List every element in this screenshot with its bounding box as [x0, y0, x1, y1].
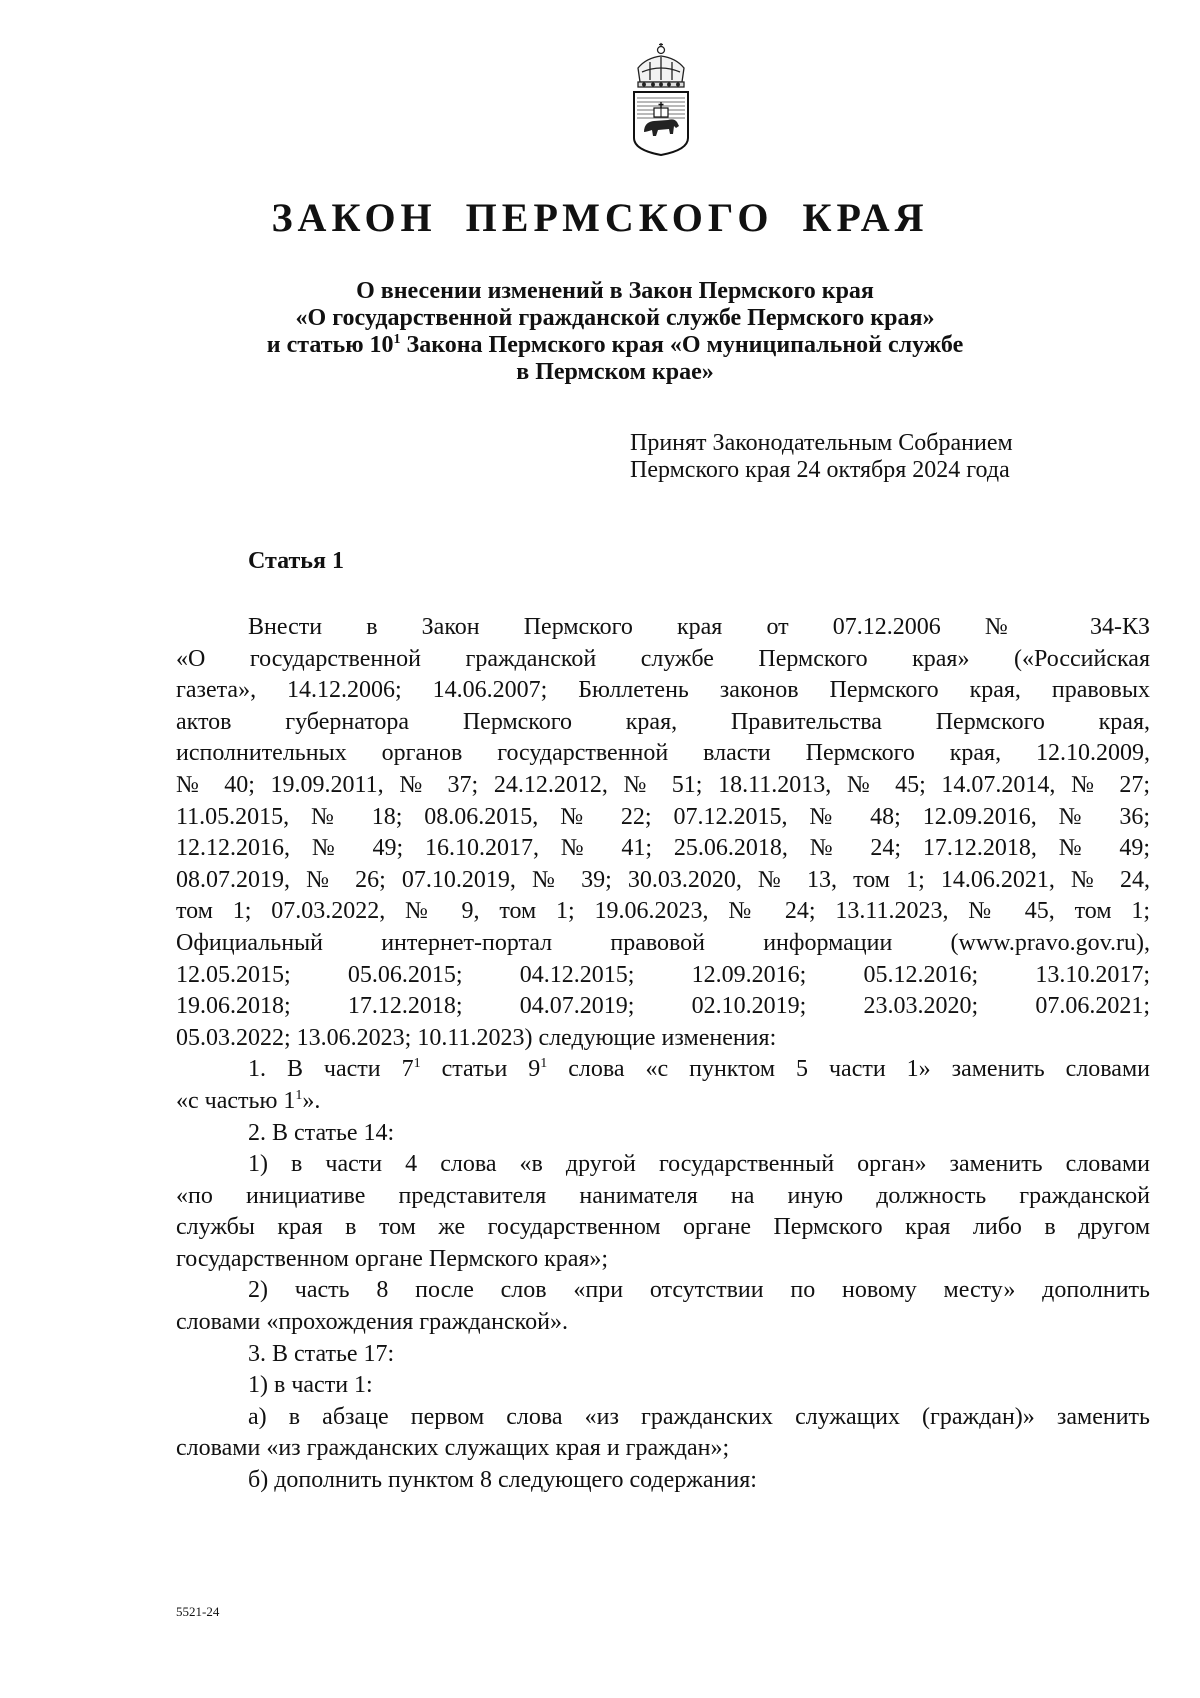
body-line: газета», 14.12.2006; 14.06.2007; Бюллетень законов Пермского края, правовых [176, 677, 1150, 704]
body-line: 19.06.2018; 17.12.2018; 04.07.2019; 02.10.2019; 23.03.2020; 07.06.2021; [176, 993, 1150, 1020]
article-body [176, 612, 1150, 1497]
subtitle-line: «О государственной гражданской службе Пермского края» [295, 305, 935, 331]
coat-of-arms-emblem [628, 42, 694, 158]
text-part: «с частью 1 [176, 1087, 296, 1114]
document-number: 5521-24 [176, 1604, 220, 1619]
text-part: ». [302, 1087, 321, 1114]
item-2-1-line: службы края в том же государственном органе Пермского края либо в другом [176, 1214, 1150, 1241]
item-3-heading: 3. В статье 17: [248, 1340, 395, 1367]
item-2-1-line: государственном органе Пермского края»; [176, 1245, 609, 1272]
body-line: том 1; 07.03.2022, № 9, том 1; 19.06.2023, № 24; 13.11.2023, № 45, том 1; [176, 898, 1150, 925]
item-1-line [176, 1054, 1150, 1086]
text-part: 1. В части 7 [248, 1056, 414, 1083]
text-part: слова «с пунктом 5 части 1» заменить словами [547, 1056, 1150, 1083]
item-2-2-line: 2) часть 8 после слов «при отсутствии по новому месту» дополнить [248, 1277, 1150, 1304]
body-line: 12.12.2016, № 49; 16.10.2017, № 41; 25.06.2018, № 24; 17.12.2018, № 49; [176, 835, 1150, 862]
body-line: «О государственной гражданской службе Пермского края» («Российская [176, 645, 1150, 672]
superscript: 1 [393, 332, 401, 347]
subtitle-line-part: Закона Пермского края «О муниципальной службе [406, 332, 964, 358]
subtitle-line-part: и статью 10 [266, 332, 394, 358]
superscript: 1 [295, 1087, 303, 1103]
body-line: актов губернатора Пермского края, Правительства Пермского края, [176, 708, 1150, 735]
body-line: Официальный интернет-портал правовой информации (www.pravo.gov.ru), [176, 929, 1150, 956]
law-title: ЗАКОН ПЕРМСКОГО КРАЯ [271, 195, 929, 240]
item-1-line [176, 1086, 1150, 1118]
item-2-heading: 2. В статье 14: [248, 1119, 395, 1146]
body-line: 11.05.2015, № 18; 08.06.2015, № 22; 07.12.2015, № 48; 12.09.2016, № 36; [176, 803, 1150, 830]
superscript: 1 [413, 1056, 421, 1072]
law-subtitle [150, 278, 1080, 386]
subtitle-line: в Пермском крае» [516, 359, 714, 385]
adoption-line: Принят Законодательным Собранием [630, 430, 1013, 456]
body-line: 08.07.2019, № 26; 07.10.2019, № 39; 30.03.2020, № 13, том 1; 14.06.2021, № 24, [176, 866, 1150, 893]
item-3-1a-line: а) в абзаце первом слова «из гражданских служащих (граждан)» заменить [248, 1403, 1150, 1430]
body-line: 05.03.2022; 13.06.2023; 10.11.2023) следующие изменения: [176, 1024, 777, 1051]
text-part: статьи 9 [420, 1056, 541, 1083]
superscript: 1 [540, 1056, 548, 1072]
article-heading: Статья 1 [248, 548, 344, 574]
item-2-1-line: «по инициативе представителя нанимателя на иную должность гражданской [176, 1182, 1150, 1209]
body-line: № 40; 19.09.2011, № 37; 24.12.2012, № 51; 18.11.2013, № 45; 14.07.2014, № 27; [176, 771, 1150, 798]
body-line: исполнительных органов государственной власти Пермского края, 12.10.2009, [176, 740, 1150, 767]
adoption-line: Пермского края 24 октября 2024 года [630, 457, 1010, 483]
item-3-1-heading: 1) в части 1: [248, 1372, 373, 1399]
body-line: 12.05.2015; 05.06.2015; 04.12.2015; 12.09.2016; 05.12.2016; 13.10.2017; [176, 961, 1150, 988]
subtitle-line [150, 332, 1080, 359]
item-2-2-line: словами «прохождения гражданской». [176, 1309, 568, 1336]
item-3-1b-line: б) дополнить пунктом 8 следующего содержания: [248, 1467, 757, 1494]
subtitle-line: О внесении изменений в Закон Пермского края [356, 278, 874, 304]
adoption-note [630, 430, 1090, 484]
item-3-1a-line: словами «из гражданских служащих края и граждан»; [176, 1435, 730, 1462]
body-line: Внести в Закон Пермского края от 07.12.2006 № 34-КЗ [248, 614, 1150, 640]
item-2-1-line: 1) в части 4 слова «в другой государственный орган» заменить словами [248, 1151, 1150, 1178]
